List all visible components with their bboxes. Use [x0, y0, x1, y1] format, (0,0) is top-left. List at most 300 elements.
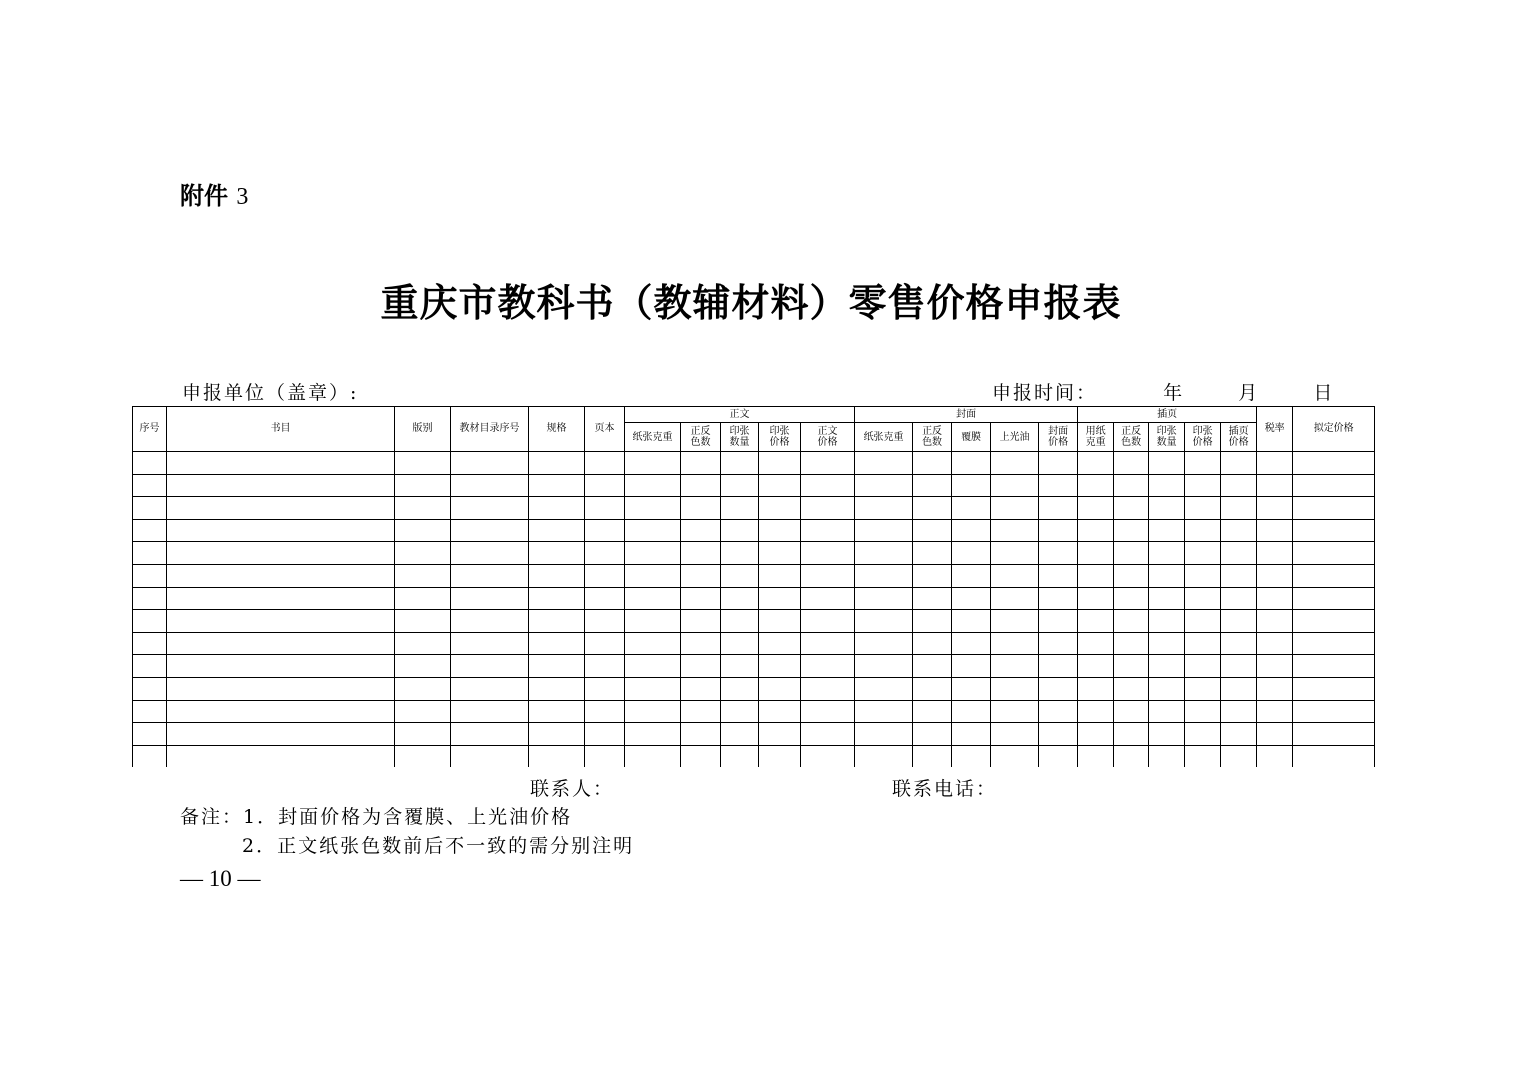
table-cell[interactable]	[133, 542, 167, 565]
table-cell[interactable]	[801, 700, 855, 723]
table-cell[interactable]	[585, 610, 625, 633]
table-cell[interactable]	[913, 542, 952, 565]
table-cell[interactable]	[1078, 474, 1114, 497]
table-cell[interactable]	[167, 700, 395, 723]
table-cell[interactable]	[451, 632, 529, 655]
table-cell[interactable]	[1293, 474, 1375, 497]
table-cell[interactable]	[395, 610, 451, 633]
table-cell[interactable]	[1039, 497, 1078, 520]
table-cell[interactable]	[1039, 542, 1078, 565]
table-cell[interactable]	[855, 700, 913, 723]
table-cell[interactable]	[1078, 655, 1114, 678]
table-cell[interactable]	[451, 745, 529, 767]
table-cell[interactable]	[721, 655, 759, 678]
table-cell[interactable]	[133, 610, 167, 633]
table-cell[interactable]	[681, 474, 721, 497]
table-cell[interactable]	[1293, 564, 1375, 587]
table-cell[interactable]	[133, 632, 167, 655]
table-cell[interactable]	[395, 587, 451, 610]
table-cell[interactable]	[625, 519, 681, 542]
table-cell[interactable]	[585, 497, 625, 520]
table-cell[interactable]	[529, 474, 585, 497]
table-cell[interactable]	[681, 610, 721, 633]
table-cell[interactable]	[952, 677, 991, 700]
table-cell[interactable]	[1149, 474, 1185, 497]
table-cell[interactable]	[991, 632, 1039, 655]
table-cell[interactable]	[1149, 564, 1185, 587]
table-cell[interactable]	[721, 474, 759, 497]
table-cell[interactable]	[167, 677, 395, 700]
table-cell[interactable]	[529, 745, 585, 767]
table-cell[interactable]	[801, 564, 855, 587]
table-cell[interactable]	[585, 474, 625, 497]
table-cell[interactable]	[1293, 452, 1375, 475]
table-cell[interactable]	[1039, 519, 1078, 542]
table-cell[interactable]	[585, 542, 625, 565]
table-cell[interactable]	[585, 655, 625, 678]
table-cell[interactable]	[855, 452, 913, 475]
table-cell[interactable]	[395, 745, 451, 767]
table-cell[interactable]	[759, 452, 801, 475]
table-cell[interactable]	[952, 745, 991, 767]
table-cell[interactable]	[167, 745, 395, 767]
table-cell[interactable]	[167, 497, 395, 520]
table-cell[interactable]	[167, 564, 395, 587]
table-cell[interactable]	[1039, 655, 1078, 678]
table-cell[interactable]	[801, 723, 855, 746]
table-cell[interactable]	[1257, 677, 1293, 700]
table-cell[interactable]	[133, 474, 167, 497]
table-cell[interactable]	[855, 677, 913, 700]
table-cell[interactable]	[952, 497, 991, 520]
table-cell[interactable]	[801, 610, 855, 633]
table-cell[interactable]	[167, 587, 395, 610]
table-cell[interactable]	[625, 700, 681, 723]
table-cell[interactable]	[625, 452, 681, 475]
table-cell[interactable]	[681, 677, 721, 700]
table-cell[interactable]	[167, 519, 395, 542]
table-cell[interactable]	[1039, 452, 1078, 475]
table-cell[interactable]	[681, 700, 721, 723]
table-cell[interactable]	[529, 542, 585, 565]
table-cell[interactable]	[991, 519, 1039, 542]
table-cell[interactable]	[1221, 587, 1257, 610]
table-cell[interactable]	[759, 497, 801, 520]
table-cell[interactable]	[991, 745, 1039, 767]
table-cell[interactable]	[1039, 723, 1078, 746]
table-cell[interactable]	[167, 610, 395, 633]
table-cell[interactable]	[1257, 564, 1293, 587]
table-cell[interactable]	[625, 632, 681, 655]
table-cell[interactable]	[1293, 497, 1375, 520]
table-cell[interactable]	[1039, 677, 1078, 700]
table-cell[interactable]	[991, 452, 1039, 475]
table-cell[interactable]	[855, 610, 913, 633]
table-cell[interactable]	[1078, 700, 1114, 723]
table-cell[interactable]	[585, 723, 625, 746]
table-cell[interactable]	[625, 610, 681, 633]
table-cell[interactable]	[585, 700, 625, 723]
table-cell[interactable]	[1039, 745, 1078, 767]
table-cell[interactable]	[1114, 610, 1149, 633]
table-cell[interactable]	[133, 723, 167, 746]
table-cell[interactable]	[721, 610, 759, 633]
table-cell[interactable]	[681, 497, 721, 520]
table-cell[interactable]	[1039, 700, 1078, 723]
table-cell[interactable]	[913, 587, 952, 610]
table-cell[interactable]	[855, 519, 913, 542]
table-cell[interactable]	[1114, 723, 1149, 746]
table-cell[interactable]	[1221, 700, 1257, 723]
table-cell[interactable]	[1185, 723, 1221, 746]
table-cell[interactable]	[855, 587, 913, 610]
table-cell[interactable]	[1293, 610, 1375, 633]
table-cell[interactable]	[681, 564, 721, 587]
table-cell[interactable]	[721, 587, 759, 610]
table-cell[interactable]	[1293, 655, 1375, 678]
table-cell[interactable]	[991, 700, 1039, 723]
table-cell[interactable]	[1221, 542, 1257, 565]
table-cell[interactable]	[759, 632, 801, 655]
table-cell[interactable]	[1078, 542, 1114, 565]
table-cell[interactable]	[759, 610, 801, 633]
table-cell[interactable]	[1149, 452, 1185, 475]
table-cell[interactable]	[1039, 564, 1078, 587]
table-cell[interactable]	[1149, 610, 1185, 633]
table-cell[interactable]	[991, 497, 1039, 520]
table-cell[interactable]	[855, 745, 913, 767]
table-cell[interactable]	[395, 677, 451, 700]
table-cell[interactable]	[1114, 474, 1149, 497]
table-cell[interactable]	[913, 723, 952, 746]
table-cell[interactable]	[529, 519, 585, 542]
table-cell[interactable]	[1185, 610, 1221, 633]
table-cell[interactable]	[855, 564, 913, 587]
table-cell[interactable]	[451, 655, 529, 678]
table-cell[interactable]	[721, 632, 759, 655]
table-cell[interactable]	[451, 497, 529, 520]
table-cell[interactable]	[133, 677, 167, 700]
table-cell[interactable]	[1149, 745, 1185, 767]
table-cell[interactable]	[167, 542, 395, 565]
table-cell[interactable]	[1149, 677, 1185, 700]
table-cell[interactable]	[451, 564, 529, 587]
table-cell[interactable]	[529, 677, 585, 700]
table-cell[interactable]	[759, 474, 801, 497]
table-cell[interactable]	[625, 723, 681, 746]
table-cell[interactable]	[625, 474, 681, 497]
table-cell[interactable]	[1114, 745, 1149, 767]
table-cell[interactable]	[395, 632, 451, 655]
table-cell[interactable]	[133, 700, 167, 723]
table-cell[interactable]	[913, 632, 952, 655]
table-cell[interactable]	[1257, 700, 1293, 723]
table-cell[interactable]	[952, 610, 991, 633]
table-cell[interactable]	[991, 655, 1039, 678]
table-cell[interactable]	[395, 564, 451, 587]
table-cell[interactable]	[1114, 542, 1149, 565]
table-cell[interactable]	[801, 542, 855, 565]
table-cell[interactable]	[913, 474, 952, 497]
table-cell[interactable]	[681, 542, 721, 565]
table-cell[interactable]	[1149, 723, 1185, 746]
table-cell[interactable]	[451, 587, 529, 610]
table-cell[interactable]	[1257, 587, 1293, 610]
table-cell[interactable]	[1293, 632, 1375, 655]
table-cell[interactable]	[1257, 474, 1293, 497]
table-cell[interactable]	[991, 610, 1039, 633]
table-cell[interactable]	[759, 564, 801, 587]
table-cell[interactable]	[1221, 655, 1257, 678]
table-cell[interactable]	[133, 587, 167, 610]
table-cell[interactable]	[529, 700, 585, 723]
table-cell[interactable]	[585, 587, 625, 610]
table-cell[interactable]	[1078, 497, 1114, 520]
table-cell[interactable]	[1293, 587, 1375, 610]
table-cell[interactable]	[1257, 745, 1293, 767]
table-cell[interactable]	[721, 745, 759, 767]
table-cell[interactable]	[167, 655, 395, 678]
table-cell[interactable]	[167, 474, 395, 497]
table-cell[interactable]	[451, 677, 529, 700]
table-cell[interactable]	[451, 519, 529, 542]
table-cell[interactable]	[1078, 610, 1114, 633]
table-cell[interactable]	[801, 474, 855, 497]
table-cell[interactable]	[1149, 587, 1185, 610]
table-cell[interactable]	[721, 497, 759, 520]
table-cell[interactable]	[1185, 655, 1221, 678]
table-cell[interactable]	[1114, 677, 1149, 700]
table-cell[interactable]	[585, 745, 625, 767]
table-cell[interactable]	[1185, 700, 1221, 723]
table-cell[interactable]	[529, 587, 585, 610]
table-cell[interactable]	[529, 632, 585, 655]
table-cell[interactable]	[1078, 677, 1114, 700]
table-cell[interactable]	[1221, 610, 1257, 633]
table-cell[interactable]	[681, 655, 721, 678]
table-cell[interactable]	[721, 677, 759, 700]
table-cell[interactable]	[801, 587, 855, 610]
table-cell[interactable]	[1185, 677, 1221, 700]
table-cell[interactable]	[913, 655, 952, 678]
table-cell[interactable]	[855, 655, 913, 678]
table-cell[interactable]	[1039, 587, 1078, 610]
table-cell[interactable]	[529, 723, 585, 746]
table-cell[interactable]	[1078, 587, 1114, 610]
table-cell[interactable]	[625, 497, 681, 520]
table-cell[interactable]	[625, 745, 681, 767]
table-cell[interactable]	[529, 452, 585, 475]
table-cell[interactable]	[167, 632, 395, 655]
table-cell[interactable]	[721, 723, 759, 746]
table-cell[interactable]	[1185, 587, 1221, 610]
table-cell[interactable]	[991, 474, 1039, 497]
table-cell[interactable]	[759, 745, 801, 767]
table-cell[interactable]	[913, 564, 952, 587]
table-cell[interactable]	[1078, 452, 1114, 475]
table-cell[interactable]	[1114, 519, 1149, 542]
table-cell[interactable]	[1114, 655, 1149, 678]
table-cell[interactable]	[913, 497, 952, 520]
table-cell[interactable]	[952, 474, 991, 497]
table-cell[interactable]	[585, 452, 625, 475]
table-cell[interactable]	[1114, 632, 1149, 655]
table-cell[interactable]	[395, 700, 451, 723]
table-cell[interactable]	[1293, 723, 1375, 746]
table-cell[interactable]	[759, 519, 801, 542]
table-cell[interactable]	[395, 452, 451, 475]
table-cell[interactable]	[133, 452, 167, 475]
table-cell[interactable]	[855, 542, 913, 565]
table-cell[interactable]	[759, 542, 801, 565]
table-cell[interactable]	[1185, 542, 1221, 565]
table-cell[interactable]	[1114, 587, 1149, 610]
table-cell[interactable]	[801, 655, 855, 678]
table-cell[interactable]	[991, 542, 1039, 565]
table-cell[interactable]	[991, 564, 1039, 587]
table-cell[interactable]	[1114, 564, 1149, 587]
table-cell[interactable]	[1257, 497, 1293, 520]
table-cell[interactable]	[133, 745, 167, 767]
table-cell[interactable]	[1078, 745, 1114, 767]
table-cell[interactable]	[625, 587, 681, 610]
table-cell[interactable]	[681, 587, 721, 610]
table-cell[interactable]	[395, 497, 451, 520]
table-cell[interactable]	[681, 632, 721, 655]
table-cell[interactable]	[721, 519, 759, 542]
table-cell[interactable]	[1149, 519, 1185, 542]
table-cell[interactable]	[625, 564, 681, 587]
table-cell[interactable]	[801, 452, 855, 475]
table-cell[interactable]	[585, 519, 625, 542]
table-cell[interactable]	[1149, 655, 1185, 678]
table-cell[interactable]	[451, 723, 529, 746]
table-cell[interactable]	[167, 723, 395, 746]
table-cell[interactable]	[1257, 519, 1293, 542]
table-cell[interactable]	[133, 497, 167, 520]
table-cell[interactable]	[1293, 677, 1375, 700]
table-cell[interactable]	[395, 474, 451, 497]
table-cell[interactable]	[1039, 610, 1078, 633]
table-cell[interactable]	[1185, 564, 1221, 587]
table-cell[interactable]	[681, 723, 721, 746]
table-cell[interactable]	[721, 542, 759, 565]
table-cell[interactable]	[529, 497, 585, 520]
table-cell[interactable]	[759, 723, 801, 746]
table-cell[interactable]	[952, 519, 991, 542]
table-cell[interactable]	[625, 677, 681, 700]
table-cell[interactable]	[952, 700, 991, 723]
table-cell[interactable]	[1078, 723, 1114, 746]
table-cell[interactable]	[529, 564, 585, 587]
table-cell[interactable]	[759, 700, 801, 723]
table-cell[interactable]	[1149, 700, 1185, 723]
table-cell[interactable]	[1293, 700, 1375, 723]
table-cell[interactable]	[801, 745, 855, 767]
table-cell[interactable]	[1185, 745, 1221, 767]
table-cell[interactable]	[1185, 474, 1221, 497]
table-cell[interactable]	[1149, 497, 1185, 520]
table-cell[interactable]	[451, 474, 529, 497]
table-cell[interactable]	[801, 519, 855, 542]
table-cell[interactable]	[1221, 723, 1257, 746]
table-cell[interactable]	[1114, 700, 1149, 723]
table-cell[interactable]	[1149, 632, 1185, 655]
table-cell[interactable]	[395, 655, 451, 678]
table-cell[interactable]	[681, 452, 721, 475]
table-cell[interactable]	[1221, 497, 1257, 520]
table-cell[interactable]	[952, 655, 991, 678]
table-cell[interactable]	[913, 610, 952, 633]
table-cell[interactable]	[801, 497, 855, 520]
table-cell[interactable]	[1221, 632, 1257, 655]
table-cell[interactable]	[1221, 677, 1257, 700]
table-cell[interactable]	[721, 452, 759, 475]
table-cell[interactable]	[721, 700, 759, 723]
table-cell[interactable]	[1221, 564, 1257, 587]
table-cell[interactable]	[1078, 564, 1114, 587]
table-cell[interactable]	[759, 655, 801, 678]
table-cell[interactable]	[952, 632, 991, 655]
table-cell[interactable]	[451, 610, 529, 633]
table-cell[interactable]	[395, 723, 451, 746]
table-cell[interactable]	[1257, 723, 1293, 746]
table-cell[interactable]	[855, 632, 913, 655]
table-cell[interactable]	[1114, 497, 1149, 520]
table-cell[interactable]	[952, 564, 991, 587]
table-cell[interactable]	[1257, 610, 1293, 633]
table-cell[interactable]	[395, 542, 451, 565]
table-cell[interactable]	[625, 655, 681, 678]
table-cell[interactable]	[1221, 745, 1257, 767]
table-cell[interactable]	[1257, 542, 1293, 565]
table-cell[interactable]	[855, 474, 913, 497]
table-cell[interactable]	[801, 677, 855, 700]
table-cell[interactable]	[952, 723, 991, 746]
table-cell[interactable]	[585, 677, 625, 700]
table-cell[interactable]	[913, 745, 952, 767]
table-cell[interactable]	[1185, 452, 1221, 475]
table-cell[interactable]	[1221, 474, 1257, 497]
table-cell[interactable]	[952, 452, 991, 475]
table-cell[interactable]	[133, 564, 167, 587]
table-cell[interactable]	[529, 610, 585, 633]
table-cell[interactable]	[1039, 632, 1078, 655]
table-cell[interactable]	[991, 587, 1039, 610]
table-cell[interactable]	[952, 542, 991, 565]
table-cell[interactable]	[451, 542, 529, 565]
table-cell[interactable]	[1221, 452, 1257, 475]
table-cell[interactable]	[1078, 632, 1114, 655]
table-cell[interactable]	[855, 497, 913, 520]
table-cell[interactable]	[952, 587, 991, 610]
table-cell[interactable]	[1257, 452, 1293, 475]
table-cell[interactable]	[1185, 632, 1221, 655]
table-cell[interactable]	[913, 677, 952, 700]
table-cell[interactable]	[913, 519, 952, 542]
table-cell[interactable]	[1185, 519, 1221, 542]
table-cell[interactable]	[855, 723, 913, 746]
table-cell[interactable]	[625, 542, 681, 565]
table-cell[interactable]	[529, 655, 585, 678]
table-cell[interactable]	[1293, 519, 1375, 542]
table-cell[interactable]	[721, 564, 759, 587]
table-cell[interactable]	[451, 452, 529, 475]
table-cell[interactable]	[681, 519, 721, 542]
table-cell[interactable]	[801, 632, 855, 655]
table-cell[interactable]	[1293, 542, 1375, 565]
table-cell[interactable]	[759, 677, 801, 700]
